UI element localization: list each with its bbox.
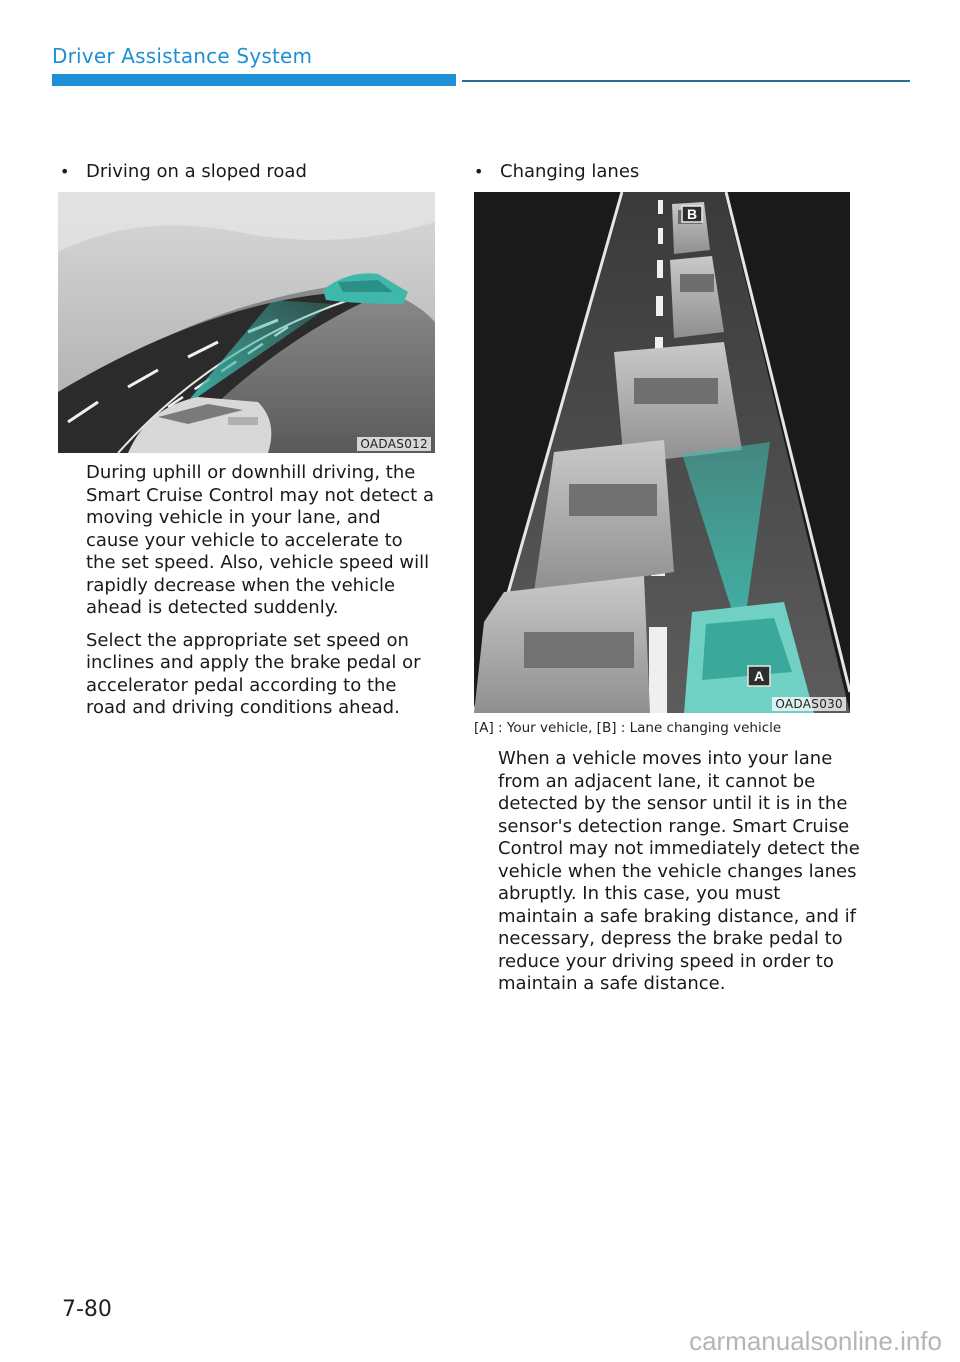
- right-paragraph-1: When a vehicle moves into your lane from an adjacent lane, it cannot be detected by the sensor until it is in the sensor's detection range. Smart Cruise Control may not immediately detect the vehicle when the vehicle changes lanes abruptly. In this case, you must maintain a safe braking distance, and if necessary, depress the brake pedal to reduce your driving speed in order to maintain a safe distance.: [498, 748, 860, 994]
- bullet-label: Changing lanes: [500, 161, 640, 182]
- header-rule: [462, 80, 910, 82]
- lane-change-illustration: [474, 192, 850, 713]
- figure-caption: [A] : Your vehicle, [B] : Lane changing vehicle: [474, 720, 782, 736]
- section-title: Driver Assistance System: [52, 44, 313, 68]
- watermark: carmanualsonline.info: [689, 1326, 942, 1356]
- label-a: A: [753, 668, 765, 684]
- right-body-text: [498, 748, 860, 1006]
- bullet-dot-icon: •: [474, 162, 484, 181]
- left-body-text: [86, 462, 436, 730]
- page-number: 7-80: [62, 1297, 112, 1322]
- label-b: B: [686, 206, 698, 222]
- left-paragraph-1: During uphill or downhill driving, the Smart Cruise Control may not detect a moving vehicle in your lane, and cause your vehicle to accelerate to the set speed. Also, vehicle speed will rapidly decrease when the vehicle ahead is detected suddenly.: [86, 462, 434, 618]
- sloped-road-illustration: [58, 192, 435, 453]
- left-paragraph-2: Select the appropriate set speed on inclines and apply the brake pedal or accelerator pedal according to the road and driving conditions ahead.: [86, 629, 421, 718]
- bullet-changing-lanes: [474, 161, 639, 182]
- lane-change-drawing: [474, 192, 850, 713]
- figure-code-oadas030: OADAS030: [772, 697, 846, 711]
- bullet-sloped-road: [60, 161, 307, 182]
- bullet-label: Driving on a sloped road: [86, 161, 307, 182]
- header-accent-bar: [52, 74, 456, 86]
- bullet-dot-icon: •: [60, 162, 70, 181]
- figure-code-oadas012: OADAS012: [357, 437, 431, 451]
- sloped-road-drawing: [58, 192, 435, 453]
